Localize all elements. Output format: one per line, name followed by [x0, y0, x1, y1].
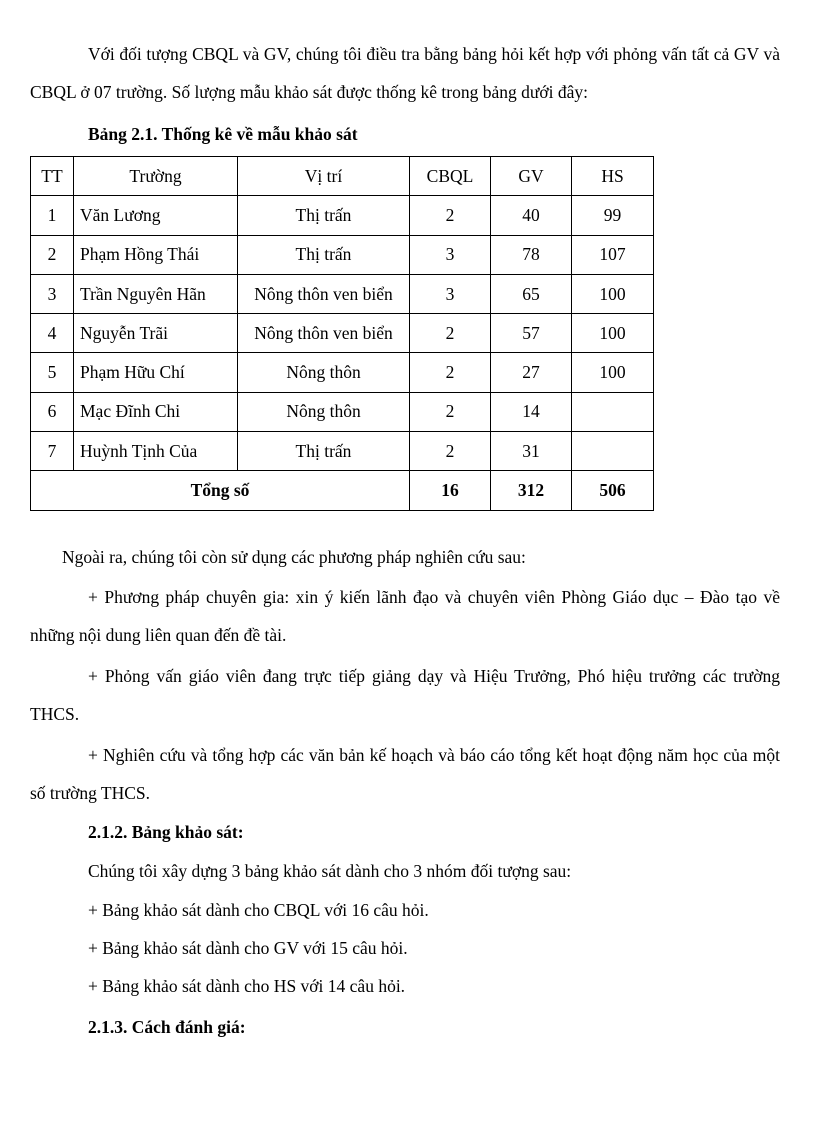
header-tt: TT: [31, 157, 74, 196]
cell-gv: 14: [491, 392, 572, 431]
cell-tt: 5: [31, 353, 74, 392]
table-row: [31, 196, 654, 235]
table-row: [31, 314, 654, 353]
cell-tt: 2: [31, 235, 74, 274]
cell-gv: 31: [491, 432, 572, 471]
cell-hs: 100: [572, 274, 654, 313]
cell-hs: 107: [572, 235, 654, 274]
table-total-row: [31, 471, 654, 510]
cell-school: Văn Lương: [74, 196, 238, 235]
cell-location: Nông thôn: [238, 392, 410, 431]
cell-tt: 3: [31, 274, 74, 313]
cell-cbql: 3: [410, 274, 491, 313]
header-location: Vị trí: [238, 157, 410, 196]
cell-school: Nguyễn Trãi: [74, 314, 238, 353]
header-hs: HS: [572, 157, 654, 196]
cell-school: Phạm Hữu Chí: [74, 353, 238, 392]
cell-hs: 100: [572, 314, 654, 353]
cell-cbql: 2: [410, 432, 491, 471]
cell-tt: 7: [31, 432, 74, 471]
cell-location: Thị trấn: [238, 196, 410, 235]
cell-tt: 4: [31, 314, 74, 353]
cell-gv: 65: [491, 274, 572, 313]
total-label: Tổng số: [31, 471, 410, 510]
cell-gv: 27: [491, 353, 572, 392]
table-row: [31, 432, 654, 471]
cell-gv: 57: [491, 314, 572, 353]
cell-location: Nông thôn: [238, 353, 410, 392]
survey-list-item: + Bảng khảo sát dành cho HS với 14 câu hỏi.: [88, 976, 406, 996]
cell-location: Nông thôn ven biển: [238, 274, 410, 313]
table-row: [31, 274, 654, 313]
method-item: + Phỏng vấn giáo viên đang trực tiếp giảng dạy và Hiệu Trưởng, Phó hiệu trưởng các trường THCS.: [30, 666, 780, 724]
cell-hs: 99: [572, 196, 654, 235]
cell-cbql: 2: [410, 392, 491, 431]
table-row: [31, 353, 654, 392]
total-hs: 506: [572, 471, 654, 510]
header-gv: GV: [491, 157, 572, 196]
cell-location: Thị trấn: [238, 235, 410, 274]
table-row: [31, 392, 654, 431]
table-header-row: [31, 157, 654, 196]
cell-school: Huỳnh Tịnh Của: [74, 432, 238, 471]
total-gv: 312: [491, 471, 572, 510]
header-school: Trường: [74, 157, 238, 196]
method-item: + Nghiên cứu và tổng hợp các văn bản kế hoạch và báo cáo tổng kết hoạt động năm học của một số trường THCS.: [30, 745, 780, 803]
cell-tt: 6: [31, 392, 74, 431]
header-cbql: CBQL: [410, 157, 491, 196]
total-cbql: 16: [410, 471, 491, 510]
cell-school: Mạc Đĩnh Chi: [74, 392, 238, 431]
cell-hs: 100: [572, 353, 654, 392]
cell-cbql: 3: [410, 235, 491, 274]
table-caption: Bảng 2.1. Thống kê về mẫu khảo sát: [88, 124, 358, 144]
methods-intro: Ngoài ra, chúng tôi còn sử dụng các phương pháp nghiên cứu sau:: [62, 547, 526, 567]
section-heading-2-1-3: 2.1.3. Cách đánh giá:: [88, 1017, 246, 1037]
cell-hs: [572, 432, 654, 471]
method-item: + Phương pháp chuyên gia: xin ý kiến lãnh đạo và chuyên viên Phòng Giáo dục – Đào tạo về những nội dung liên quan đến đề tài.: [30, 587, 780, 645]
survey-list-item: + Bảng khảo sát dành cho GV với 15 câu hỏi.: [88, 938, 408, 958]
section-2-1-2-intro: Chúng tôi xây dựng 3 bảng khảo sát dành cho 3 nhóm đối tượng sau:: [88, 861, 572, 881]
section-heading-2-1-2: 2.1.2. Bảng khảo sát:: [88, 822, 244, 842]
survey-sample-table: [30, 156, 654, 511]
survey-list-item: + Bảng khảo sát dành cho CBQL với 16 câu hỏi.: [88, 900, 429, 920]
cell-location: Nông thôn ven biển: [238, 314, 410, 353]
cell-school: Trần Nguyên Hãn: [74, 274, 238, 313]
cell-hs: [572, 392, 654, 431]
cell-cbql: 2: [410, 353, 491, 392]
cell-gv: 78: [491, 235, 572, 274]
cell-location: Thị trấn: [238, 432, 410, 471]
cell-gv: 40: [491, 196, 572, 235]
intro-paragraph: Với đối tượng CBQL và GV, chúng tôi điều tra bằng bảng hỏi kết hợp với phỏng vấn tất cả GV và CBQL ở 07 trường. Số lượng mẫu khảo sát được thống kê trong bảng dưới đây:: [30, 44, 780, 102]
table-row: [31, 235, 654, 274]
cell-tt: 1: [31, 196, 74, 235]
cell-cbql: 2: [410, 196, 491, 235]
cell-school: Phạm Hồng Thái: [74, 235, 238, 274]
cell-cbql: 2: [410, 314, 491, 353]
